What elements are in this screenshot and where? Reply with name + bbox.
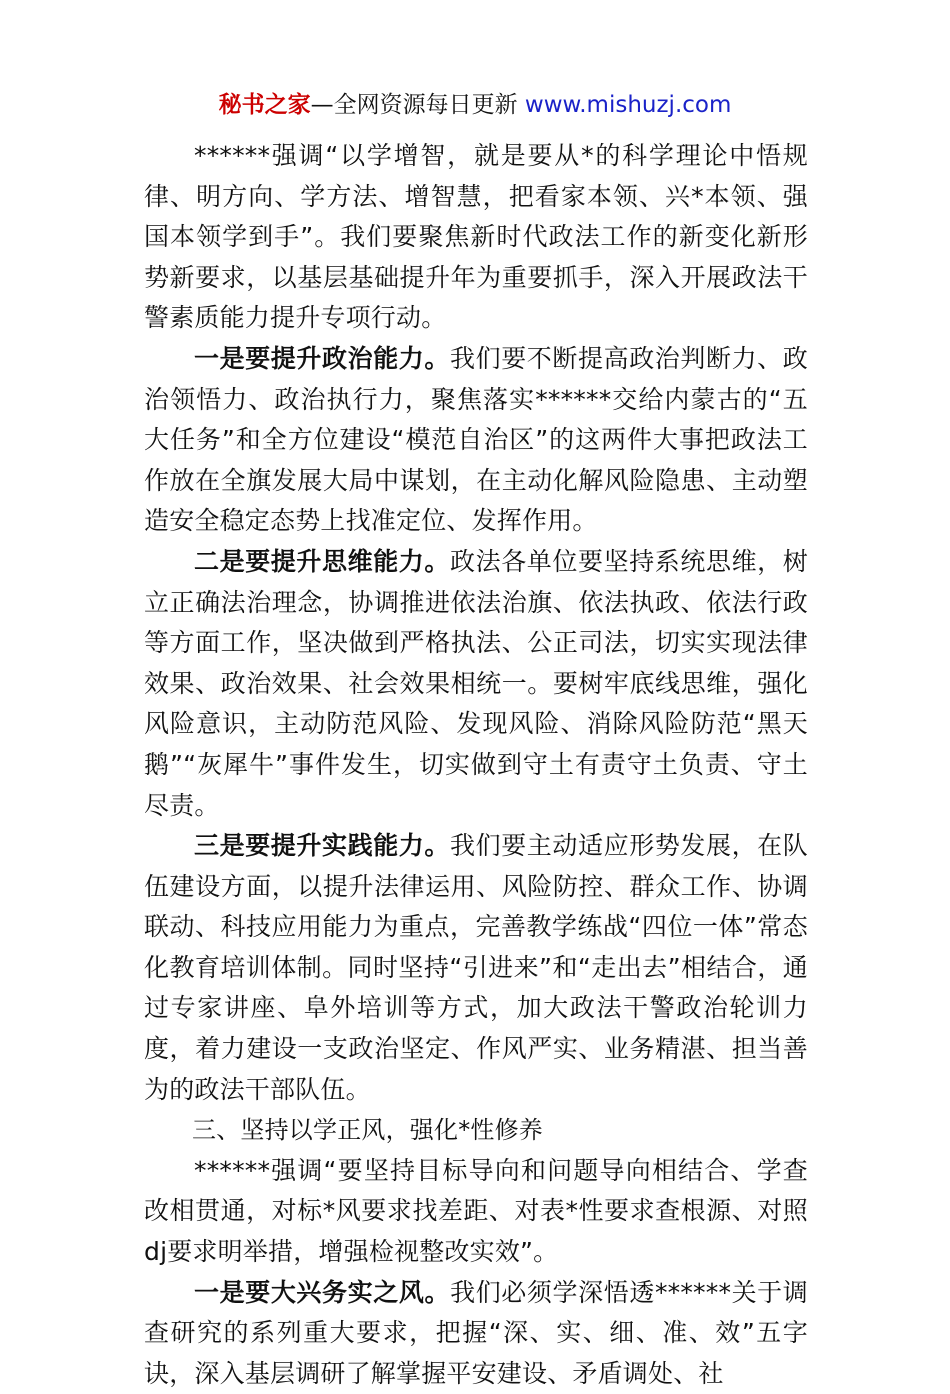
paragraph-text: 我们要不断提高政治判断力、政治领悟力、政治执行力，聚焦落实******交给内蒙古的“五大任务”和全方位建设“模范自治区”的这两件大事把政法工作放在全旗发展大局中谋划，在主动化解风险隐患、主动塑造安全稳定态势上找准定位、发挥作用。 [144,343,808,536]
paragraph-lead: 一是要提升政治能力。 [194,343,450,373]
paragraph-intro [144,136,808,339]
site-url-link[interactable]: www.mishuzj.com [524,92,732,118]
paragraph-style-intro [144,1151,808,1273]
paragraph-text: ******强调“以学增智，就是要从*的科学理论中悟规律、明方向、学方法、增智慧，把看家本领、兴*本领、强国本领学到手”。我们要聚焦新时代政法工作的新变化新形势新要求，以基层基础提升年为重要抓手，深入开展政法干警素质能力提升专项行动。 [144,141,808,333]
paragraph-lead: 一是要大兴务实之风。 [194,1277,451,1307]
paragraph-thinking-ability [144,542,808,826]
section-heading-text: 三、坚持以学正风，强化*性修养 [192,1116,543,1145]
section-heading [144,1110,808,1151]
paragraph-text: 我们要主动适应形势发展，在队伍建设方面，以提升法律运用、风险防控、群众工作、协调联动、科技应用能力为重点，完善教学练战“四位一体”常态化教育培训体制。同时坚持“引进来”和“走出去”相结合，通过专家讲座、阜外培训等方式，加大政法干警政治轮训力度，着力建设一支政治坚定、作风严实、业务精湛、担当善为的政法干部队伍。 [144,831,808,1104]
paragraph-political-ability [144,339,808,542]
site-header [0,88,950,122]
header-slogan: —全网资源每日更新 [310,92,525,118]
document-body [144,136,808,1394]
paragraph-lead: 三是要提升实践能力。 [194,831,450,861]
paragraph-text: ******强调“要坚持目标导向和问题导向相结合、学查改相贯通，对标*风要求找差距、对表*性要求查根源、对照dj要求明举措，增强检视整改实效”。 [144,1155,808,1267]
paragraph-practical-style [144,1273,808,1394]
paragraph-text: 政法各单位要坚持系统思维，树立正确法治理念，协调推进依法治旗、依法执政、依法行政等方面工作，坚决做到严格执法、公正司法，切实实现法律效果、政治效果、社会效果相统一。要树牢底线思维，强化风险意识，主动防范风险、发现风险、消除风险防范“黑天鹅”“灰犀牛”事件发生，切实做到守土有责守土负责、守土尽责。 [144,546,808,820]
paragraph-lead: 二是要提升思维能力。 [194,546,450,576]
brand-name: 秘书之家 [218,92,311,118]
paragraph-text: 我们必须学深悟透******关于调查研究的系列重大要求，把握“深、实、细、准、效”五字诀，深入基层调研了解掌握平安建设、矛盾调处、社 [144,1277,808,1388]
paragraph-practice-ability [144,826,808,1110]
